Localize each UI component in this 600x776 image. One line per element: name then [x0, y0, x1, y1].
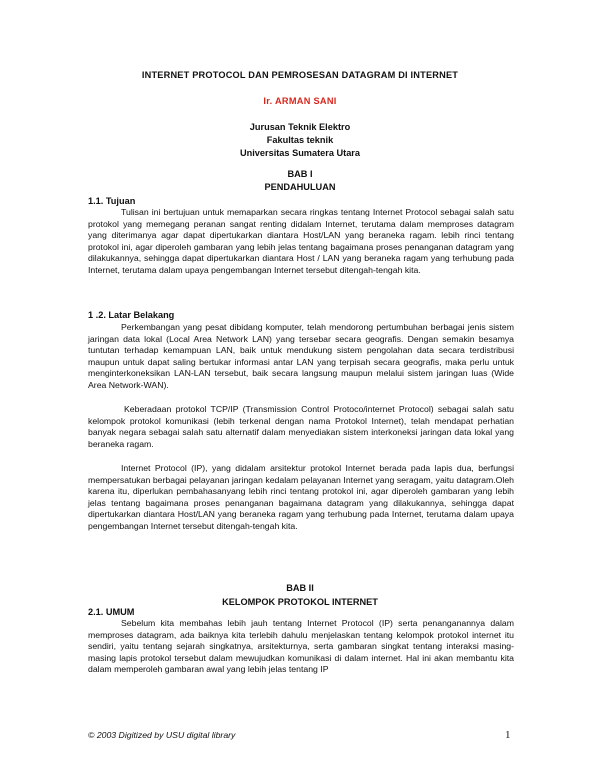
author-name: Ir. ARMAN SANI	[263, 96, 337, 106]
footer-copyright: © 2003 Digitized by USU digital library	[88, 730, 236, 740]
section-1-1-paragraph: Tulisan ini bertujuan untuk memaparkan secara ringkas tentang Internet Protocol sebagai salah satu protokol yang memegang peranan sangat renting didalam Internet, terutama dalam memproses datagram yang diterimanya agar dapat dipertukarkan diantara Host/LAN yang beraneka ragam. lebih rinci tentang protokol ini, agar diperoleh gambaran yang lebih jelas tentang bagaimana proses penanganan datagram yang dilakukannya, sehingga dapat dipertukarkan diantara Host / LAN yang beraneka ragam yang terhubung pada Internet, terutama dalam upaya pengembangan Internet tersebut ditengah-tengah kita.	[88, 207, 514, 275]
section-1-2-paragraph-2: Keberadaan protokol TCP/IP (Transmission Control Protoco/internet Protocol) sebagai salah satu kelompok protokol komunikasi (lebih terkenal dengan nama Protokol Internet), telah mendapat perhatian banyak negara sebagai salah satu alternatif dalam menyediakan sistem interkoneksi jaringan data lokal yang beraneka ragam.	[88, 404, 514, 449]
affiliation-university: Universitas Sumatera Utara	[239, 148, 360, 158]
affiliation-faculty: Fakultas teknik	[266, 135, 334, 145]
chapter2-title: KELOMPOK PROTOKOL INTERNET	[222, 597, 378, 607]
chapter2-label: BAB II	[286, 583, 314, 593]
affiliation-department: Jurusan Teknik Elektro	[249, 122, 351, 132]
section-1-2-heading: 1 .2. Latar Belakang	[88, 310, 175, 320]
chapter1-title: PENDAHULUAN	[264, 182, 336, 192]
section-1-1-heading: 1.1. Tujuan	[88, 196, 136, 206]
paper-title: INTERNET PROTOCOL DAN PEMROSESAN DATAGRAM DI INTERNET	[141, 70, 459, 80]
page-number: 1	[505, 729, 511, 741]
section-2-1-heading: 2.1. UMUM	[88, 607, 135, 617]
section-1-2-paragraph-1: Perkembangan yang pesat dibidang komputer, telah mendorong pertumbuhan berbagai jenis sistem jaringan data lokal (Local Area Network LAN) yang tersebar secara geografis. Dengan semakin besamya tuntutan terhadap kemampuan LAN, baik untuk mendukung sistem pengolahan data secara terdistribusi maupun untuk dapat saling bertukar informasi antar LAN yang terpisah secara geografis, maka perlu untuk menginterkoneksikan LAN-LAN tersebut, baik secara langsung maupun melalui sistem jaringan luas (Wide Area Network-WAN).	[88, 322, 514, 390]
chapter1-label: BAB I	[287, 169, 313, 179]
section-2-1-paragraph: Sebelum kita membahas lebih jauh tentang Internet Protocol (IP) serta penanganannya dalam memproses datagram, ada baiknya kita terlebih dahulu menjelaskan tentang kelompok protokol internet itu sendiri, yaitu tentang sejarah singkatnya, arsitekturnya, serta gambaran singkat tentang interaksi masing-masing lapis protokol tersebut dalam mewujudkan komunikasi di dalam internet. Hal ini akan membantu kita dalam memperoleh gambaran awal yang lebih jelas tentang IP	[88, 618, 514, 675]
section-1-2-paragraph-3: Internet Protocol (IP), yang didalam arsitektur protokol Internet berada pada lapis dua, berfungsi mempersatukan berbagai pelayanan jaringan kedalam pelayanan Internet yang seragam, yaitu datagram.Oleh karena itu, diperlukan pembahasanyang lebih rinci tentang protokol ini, agar diperoleh gambaran yang lebih jelas tentang bagaimana proses penanganan bagaimana datagram yang dilakukannya, sehingga dapat dipertukarkan diantara Host/LAN yang beraneka ragam yang terhubung pada Internet, terutama dalam upaya pengembangan Internet tersebut ditengah-tengah kita.	[88, 463, 514, 531]
